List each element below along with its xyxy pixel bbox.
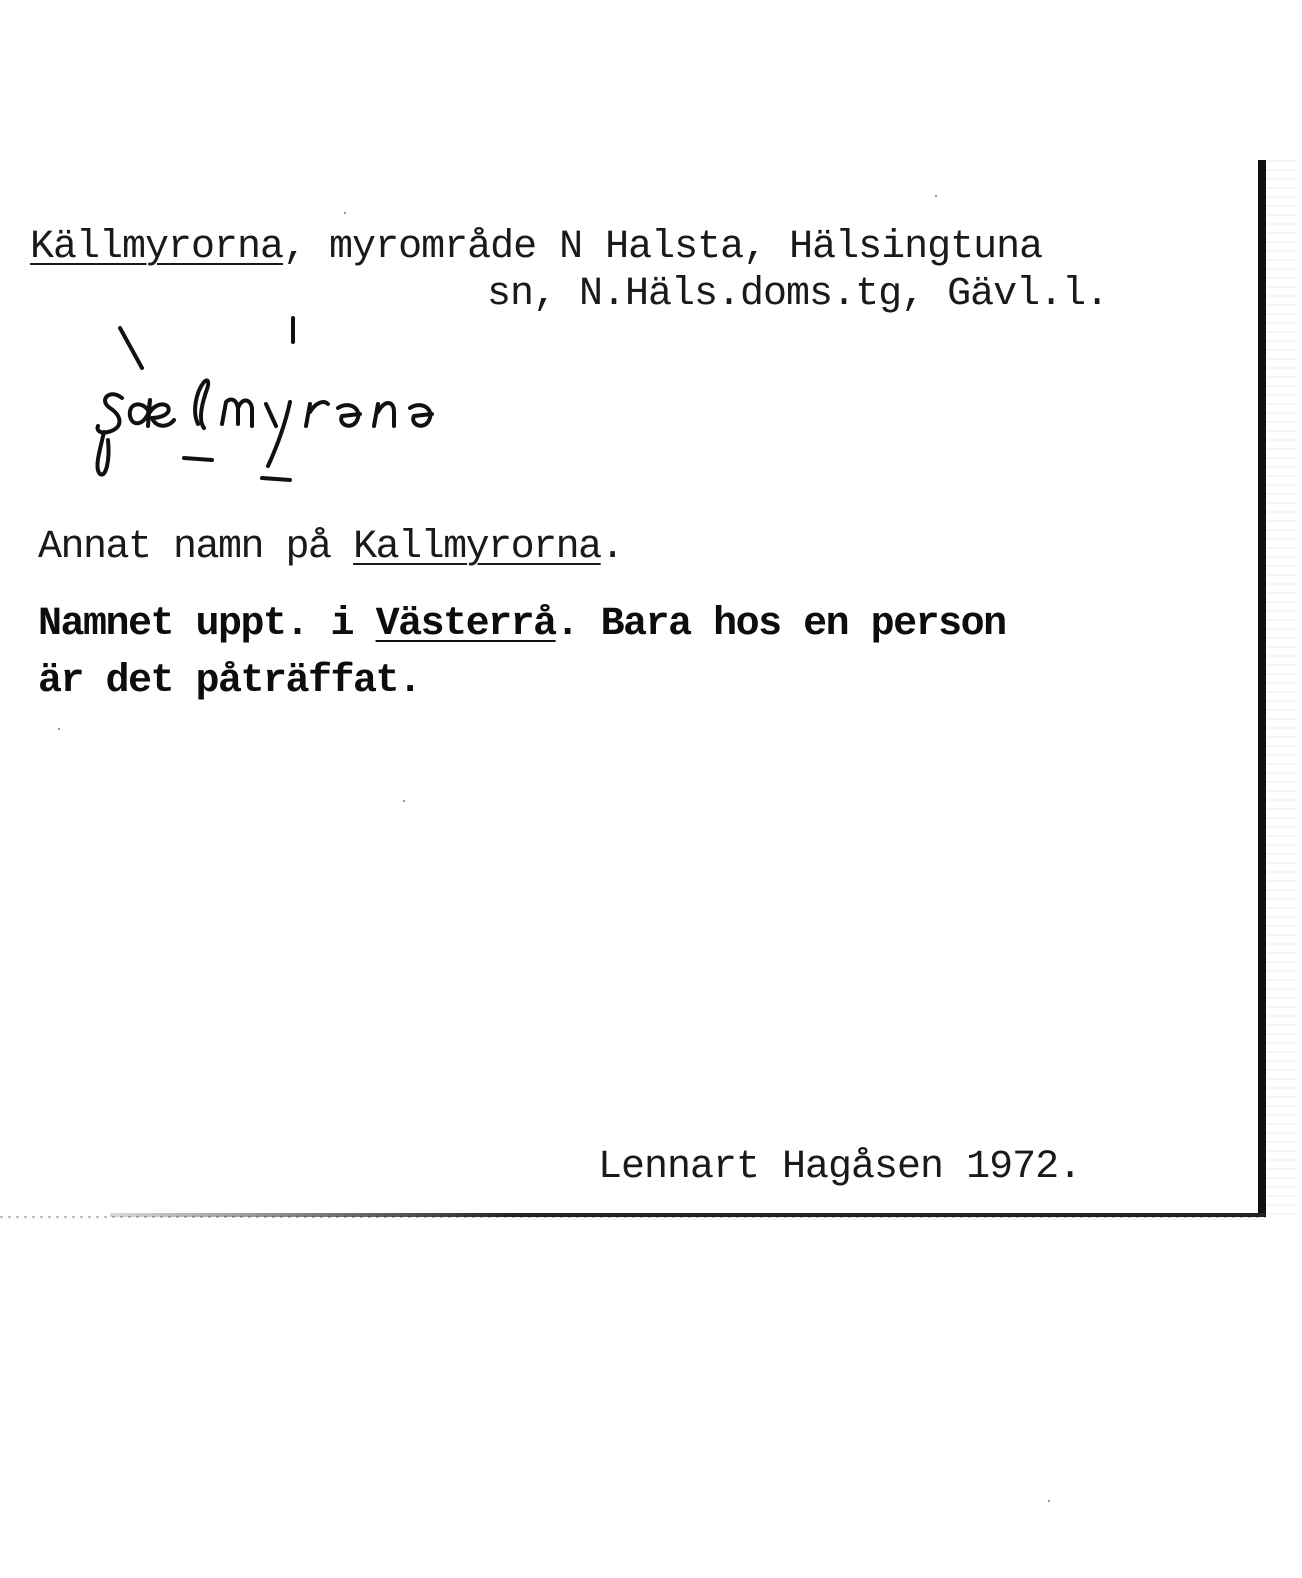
card-right-border — [1258, 160, 1266, 1215]
place-name: Källmyrorna — [30, 225, 284, 270]
signature: Lennart Hagåsen 1972. — [598, 1145, 1082, 1190]
alt-name-suffix: . — [600, 525, 624, 570]
dust-speck — [344, 212, 346, 214]
alt-name-value: Kallmyrorna — [353, 525, 601, 570]
note-line-1 — [38, 602, 1006, 647]
note-place: Västerrå — [375, 602, 556, 647]
heading-line-2: sn, N.Häls.doms.tg, Gävl.l. — [487, 272, 1109, 317]
handwriting-svg — [80, 300, 480, 500]
note-line-2: är det påträffat. — [38, 659, 421, 704]
dust-speck — [58, 728, 60, 730]
alt-name-line — [38, 525, 624, 570]
card-bottom-shadow — [0, 1216, 1266, 1218]
dust-speck — [403, 800, 405, 802]
note-line-1-suffix: . Bara hos en person — [555, 602, 1006, 647]
note-line-1-prefix: Namnet uppt. i — [38, 602, 376, 647]
dust-speck — [935, 195, 937, 197]
heading-line-1 — [30, 225, 1043, 270]
card-edge-shadow — [1266, 160, 1296, 1220]
handwritten-pronunciation — [80, 300, 480, 500]
alt-name-prefix: Annat namn på — [38, 525, 331, 570]
dust-speck — [1048, 1500, 1050, 1502]
place-description: , myrområde N Halsta, Hälsingtuna — [283, 225, 1043, 270]
